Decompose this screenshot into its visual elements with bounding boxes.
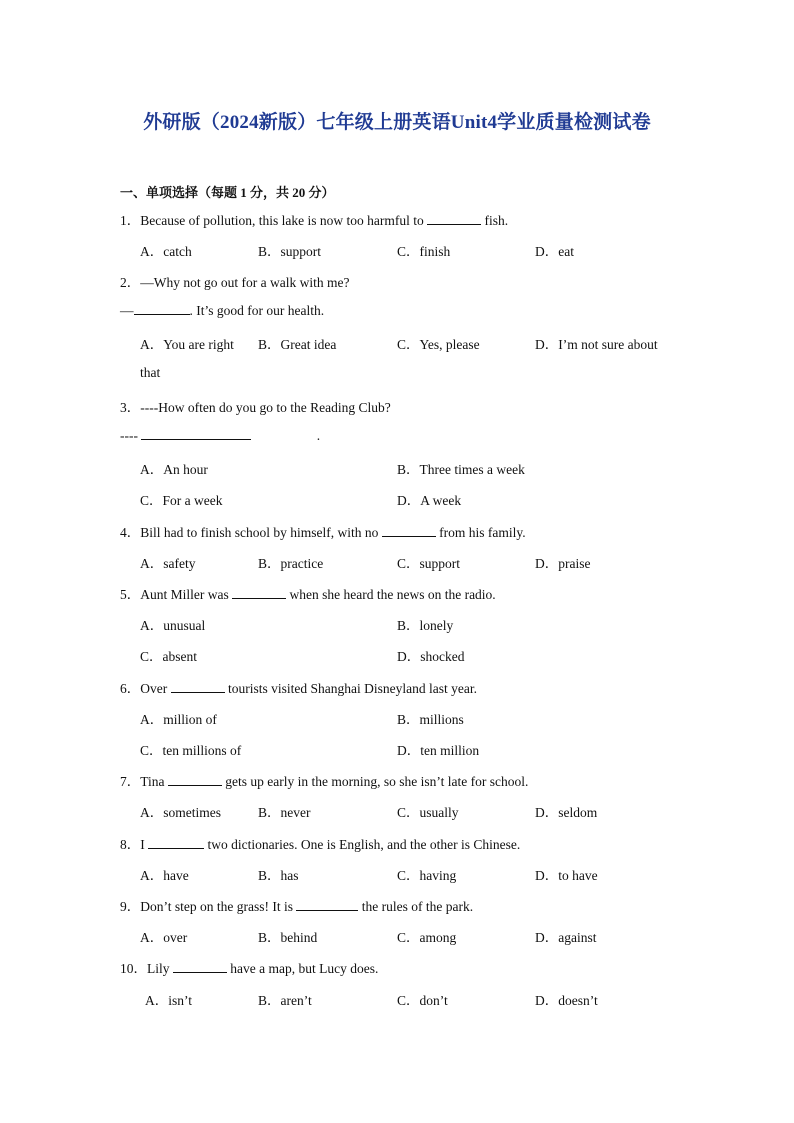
answer-blank xyxy=(148,836,204,849)
option-c: C．finish xyxy=(397,244,451,259)
option-a: A．safety xyxy=(140,556,196,571)
question-7 xyxy=(120,770,528,790)
option-d: D．A week xyxy=(397,493,462,508)
option-a: A．over xyxy=(140,930,188,945)
question-stem-end: gets up early in the morning, so she isn’t late for school. xyxy=(225,774,529,789)
question-1 xyxy=(120,209,508,229)
option-a: A．unusual xyxy=(140,618,206,633)
option-c: C．absent xyxy=(140,649,197,664)
question-stem-end: fish. xyxy=(484,213,509,228)
question-stem-end: two dictionaries. One is English, and the other is Chinese. xyxy=(207,837,521,852)
option-c: C．usually xyxy=(397,805,459,820)
question-2: 2．—Why not go out for a walk with me? xyxy=(120,275,350,290)
question-2-reply xyxy=(120,302,324,319)
option-b: B．lonely xyxy=(397,618,454,633)
option-d: D．doesn’t xyxy=(535,993,598,1008)
question-3: 3．----How often do you go to the Reading Club? xyxy=(120,400,391,415)
option-c: C．For a week xyxy=(140,493,223,508)
option-b: B．aren’t xyxy=(258,993,312,1008)
question-stem: 7．Tina xyxy=(120,774,165,789)
option-c: C．support xyxy=(397,556,461,571)
section-heading: 一、单项选择（每题 1 分，共 20 分） xyxy=(120,185,335,200)
question-8 xyxy=(120,833,520,853)
option-d: D．to have xyxy=(535,868,598,883)
answer-blank xyxy=(173,960,227,973)
question-5 xyxy=(120,583,496,603)
period: . xyxy=(316,428,321,443)
option-d: D．seldom xyxy=(535,805,598,820)
option-d: D．praise xyxy=(535,556,591,571)
option-a: A．An hour xyxy=(140,462,208,477)
question-4 xyxy=(120,521,526,541)
page-title: 外研版（2024新版）七年级上册英语Unit4学业质量检测试卷 xyxy=(143,112,651,133)
answer-blank xyxy=(168,773,222,786)
option-d: D．ten million xyxy=(397,743,480,758)
option-c: C．among xyxy=(397,930,457,945)
option-d: D．eat xyxy=(535,244,574,259)
option-c: C．having xyxy=(397,868,457,883)
option-d: D．shocked xyxy=(397,649,465,664)
option-a: A．have xyxy=(140,868,189,883)
question-stem-end: tourists visited Shanghai Disneyland last year. xyxy=(228,681,477,696)
option-d: D．I’m not sure about xyxy=(535,337,658,352)
question-stem: 8．I xyxy=(120,837,145,852)
answer-blank xyxy=(296,898,358,911)
question-stem-end: the rules of the park. xyxy=(361,899,474,914)
option-b: B．practice xyxy=(258,556,324,571)
answer-blank xyxy=(141,427,251,440)
option-b: B．never xyxy=(258,805,311,820)
dash: — xyxy=(120,303,134,318)
question-stem: 5．Aunt Miller was xyxy=(120,587,229,602)
question-stem-end: have a map, but Lucy does. xyxy=(230,961,379,976)
option-b: B．millions xyxy=(397,712,464,727)
option-b: B．has xyxy=(258,868,299,883)
option-c: C．Yes, please xyxy=(397,337,480,352)
option-a: A．sometimes xyxy=(140,805,221,820)
option-b: B．support xyxy=(258,244,322,259)
question-9 xyxy=(120,895,473,915)
question-stem: 6．Over xyxy=(120,681,168,696)
question-6 xyxy=(120,677,477,697)
question-stem: 10．Lily xyxy=(120,961,170,976)
reply-text: . It’s good for our health. xyxy=(189,303,325,318)
option-c: C．don’t xyxy=(397,993,448,1008)
question-3-reply xyxy=(120,427,320,444)
option-a: A．isn’t xyxy=(145,993,193,1008)
question-stem-end: when she heard the news on the radio. xyxy=(289,587,496,602)
option-b: B．behind xyxy=(258,930,318,945)
question-stem: 4．Bill had to finish school by himself, with no xyxy=(120,525,379,540)
question-stem: 9．Don’t step on the grass! It is xyxy=(120,899,293,914)
option-a: A．You are right xyxy=(140,337,234,352)
option-a: A．catch xyxy=(140,244,192,259)
answer-blank xyxy=(382,524,436,537)
option-b: B．Three times a week xyxy=(397,462,525,477)
answer-blank xyxy=(171,680,225,693)
answer-blank xyxy=(134,302,190,315)
dash: ---- xyxy=(120,428,138,443)
question-stem-end: from his family. xyxy=(439,525,526,540)
option-d-wrap: that xyxy=(140,365,161,380)
question-10 xyxy=(120,957,378,977)
option-c: C．ten millions of xyxy=(140,743,242,758)
answer-blank xyxy=(427,212,481,225)
option-d: D．against xyxy=(535,930,597,945)
answer-blank xyxy=(232,586,286,599)
option-a: A．million of xyxy=(140,712,217,727)
option-b: B．Great idea xyxy=(258,337,337,352)
question-stem: 1．Because of pollution, this lake is now too harmful to xyxy=(120,213,424,228)
